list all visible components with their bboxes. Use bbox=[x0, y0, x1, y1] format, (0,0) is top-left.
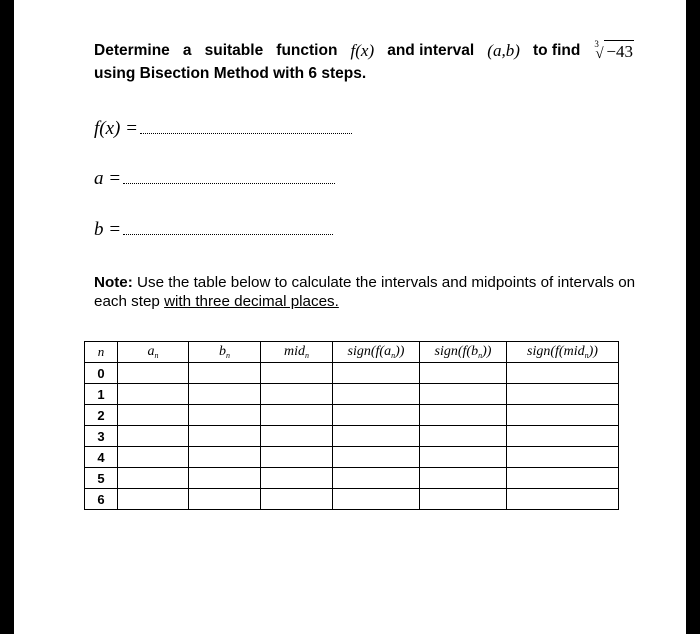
question-text bbox=[94, 40, 634, 85]
radical-sign-icon: √ bbox=[595, 46, 604, 62]
header-sign-fmid-tail: )) bbox=[588, 344, 598, 359]
cell-an[interactable] bbox=[118, 363, 189, 384]
note-body: Use the table below to calculate the intervals and midpoints of intervals on each step bbox=[94, 274, 636, 310]
header-an bbox=[118, 342, 189, 363]
header-sign-fb bbox=[420, 342, 507, 363]
header-sign-fb-main: sign(f(b bbox=[434, 344, 479, 359]
cell-midn[interactable] bbox=[261, 363, 333, 384]
cell-sign-fa[interactable] bbox=[333, 468, 420, 489]
root-index: 3 bbox=[594, 39, 599, 49]
table-row bbox=[85, 447, 619, 468]
cell-sign-fmid[interactable] bbox=[507, 384, 619, 405]
note-label: Note: bbox=[94, 274, 133, 291]
cell-an[interactable] bbox=[118, 489, 189, 510]
table-row bbox=[85, 426, 619, 447]
header-bn-sub: n bbox=[226, 351, 230, 360]
header-sign-fb-sub: n bbox=[478, 351, 483, 360]
bisection-table bbox=[84, 341, 619, 510]
header-midn-main: mid bbox=[284, 344, 305, 359]
cell-sign-fa[interactable] bbox=[333, 426, 420, 447]
header-midn bbox=[261, 342, 333, 363]
cell-sign-fb[interactable] bbox=[420, 405, 507, 426]
header-sign-fa-tail: )) bbox=[395, 344, 405, 359]
cell-midn[interactable] bbox=[261, 447, 333, 468]
header-bn-main: b bbox=[219, 344, 226, 359]
b-label: b = bbox=[94, 219, 122, 240]
a-answer-blank[interactable] bbox=[123, 182, 335, 184]
step-number: 2 bbox=[85, 405, 118, 426]
header-sign-fmid-main: sign(f(mid bbox=[527, 344, 585, 359]
cell-midn[interactable] bbox=[261, 489, 333, 510]
cell-an[interactable] bbox=[118, 468, 189, 489]
step-number: 1 bbox=[85, 384, 118, 405]
word-and-interval: and interval bbox=[387, 42, 475, 59]
cell-an[interactable] bbox=[118, 426, 189, 447]
cell-bn[interactable] bbox=[189, 363, 261, 384]
cell-sign-fmid[interactable] bbox=[507, 447, 619, 468]
header-sign-fmid-sub: n bbox=[584, 351, 589, 360]
word-determine: Determine bbox=[94, 42, 170, 59]
b-answer-row bbox=[94, 219, 333, 241]
cell-sign-fa[interactable] bbox=[333, 447, 420, 468]
header-sign-fa-sub: n bbox=[391, 351, 396, 360]
cell-sign-fb[interactable] bbox=[420, 489, 507, 510]
cell-sign-fmid[interactable] bbox=[507, 405, 619, 426]
word-suitable: suitable bbox=[204, 42, 264, 59]
function-symbol: f(x) bbox=[350, 41, 375, 60]
table-row bbox=[85, 363, 619, 384]
word-function: function bbox=[276, 42, 338, 59]
b-answer-blank[interactable] bbox=[123, 233, 333, 235]
table-header-row bbox=[85, 342, 619, 363]
table-row bbox=[85, 384, 619, 405]
cell-midn[interactable] bbox=[261, 384, 333, 405]
cell-bn[interactable] bbox=[189, 426, 261, 447]
header-sign-fb-tail: )) bbox=[482, 344, 492, 359]
cell-an[interactable] bbox=[118, 384, 189, 405]
cell-sign-fb[interactable] bbox=[420, 384, 507, 405]
fx-answer-blank[interactable] bbox=[140, 132, 352, 134]
header-sign-fa bbox=[333, 342, 420, 363]
step-number: 6 bbox=[85, 489, 118, 510]
cell-bn[interactable] bbox=[189, 405, 261, 426]
cell-sign-fa[interactable] bbox=[333, 384, 420, 405]
cell-midn[interactable] bbox=[261, 468, 333, 489]
header-n bbox=[85, 342, 118, 363]
fx-answer-row bbox=[94, 118, 352, 140]
fx-label: f(x) = bbox=[94, 118, 138, 139]
word-a: a bbox=[182, 42, 192, 59]
worksheet-page bbox=[14, 0, 686, 634]
cell-midn[interactable] bbox=[261, 405, 333, 426]
radicand: −43 bbox=[606, 42, 633, 61]
cell-an[interactable] bbox=[118, 405, 189, 426]
table-row bbox=[85, 405, 619, 426]
cube-root-expression bbox=[595, 40, 634, 63]
cell-bn[interactable] bbox=[189, 468, 261, 489]
step-number: 0 bbox=[85, 363, 118, 384]
header-midn-sub: n bbox=[305, 351, 309, 360]
cell-sign-fmid[interactable] bbox=[507, 468, 619, 489]
cell-bn[interactable] bbox=[189, 447, 261, 468]
cell-midn[interactable] bbox=[261, 426, 333, 447]
word-to-find: to find bbox=[532, 42, 581, 59]
header-bn bbox=[189, 342, 261, 363]
step-number: 5 bbox=[85, 468, 118, 489]
cell-sign-fmid[interactable] bbox=[507, 489, 619, 510]
header-an-main: a bbox=[147, 344, 155, 359]
table-row bbox=[85, 468, 619, 489]
question-line-1 bbox=[94, 40, 634, 63]
cell-an[interactable] bbox=[118, 447, 189, 468]
cell-sign-fb[interactable] bbox=[420, 447, 507, 468]
cell-sign-fmid[interactable] bbox=[507, 426, 619, 447]
note-underlined: with three decimal places. bbox=[164, 293, 339, 310]
cell-sign-fb[interactable] bbox=[420, 426, 507, 447]
cell-sign-fb[interactable] bbox=[420, 468, 507, 489]
cell-sign-fa[interactable] bbox=[333, 405, 420, 426]
cell-sign-fa[interactable] bbox=[333, 363, 420, 384]
header-sign-fmid bbox=[507, 342, 619, 363]
header-n-text: n bbox=[97, 344, 105, 359]
cell-sign-fb[interactable] bbox=[420, 363, 507, 384]
header-an-sub: n bbox=[154, 351, 159, 360]
table-row bbox=[85, 489, 619, 510]
a-label: a = bbox=[94, 168, 122, 189]
interval-symbol: (a,b) bbox=[487, 41, 520, 60]
cell-sign-fa[interactable] bbox=[333, 489, 420, 510]
question-line-2: using Bisection Method with 6 steps. bbox=[94, 65, 367, 82]
header-sign-fa-main: sign(f(a bbox=[347, 344, 392, 359]
note-text bbox=[94, 273, 639, 311]
cell-bn[interactable] bbox=[189, 489, 261, 510]
cell-bn[interactable] bbox=[189, 384, 261, 405]
step-number: 4 bbox=[85, 447, 118, 468]
a-answer-row bbox=[94, 168, 335, 190]
cell-sign-fmid[interactable] bbox=[507, 363, 619, 384]
step-number: 3 bbox=[85, 426, 118, 447]
